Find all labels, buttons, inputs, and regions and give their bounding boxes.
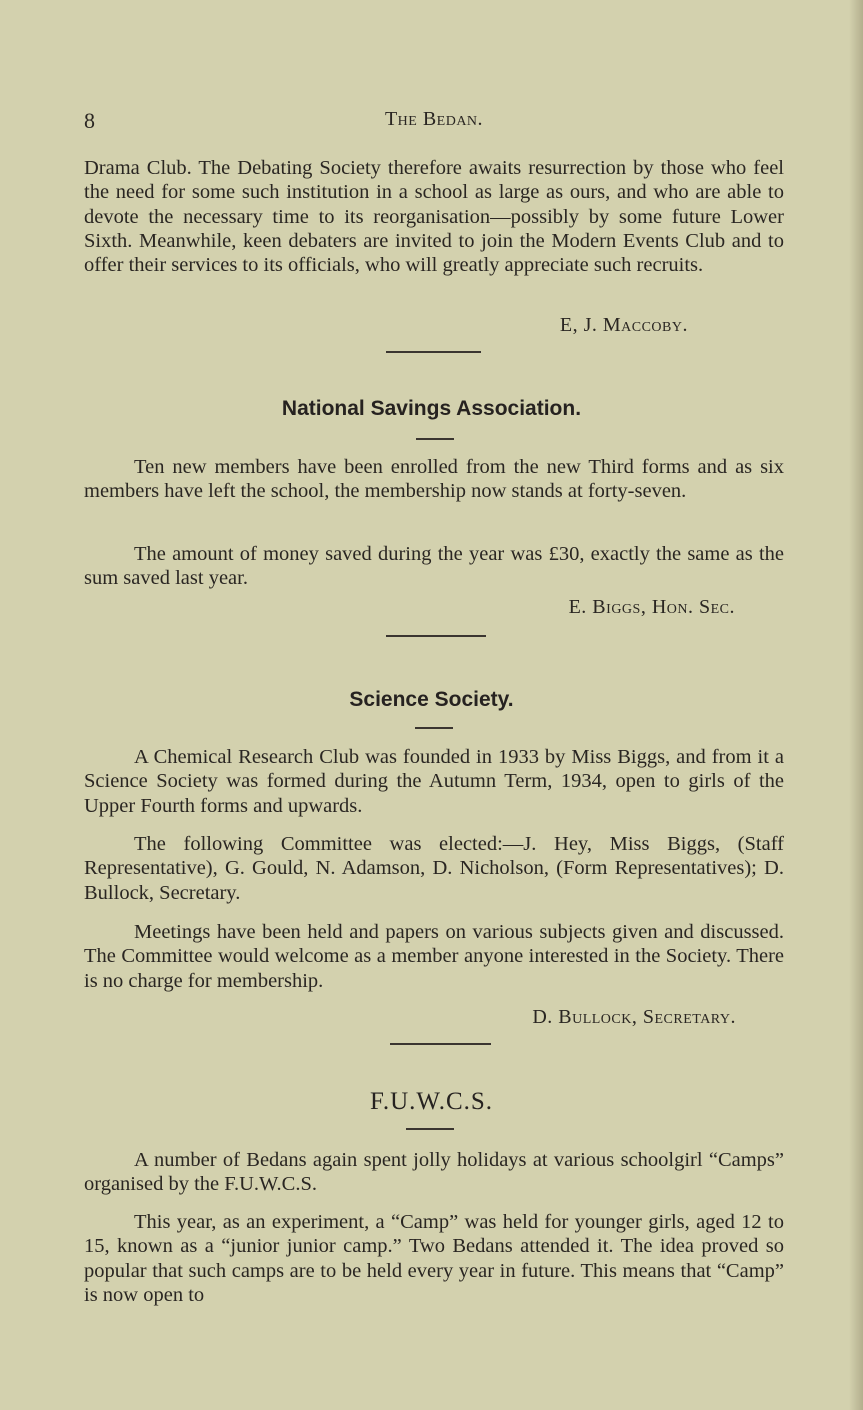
savings-paragraph: The amount of money saved during the year was £30, exactly the same as the sum saved last year.	[84, 543, 784, 590]
science-signature: D. Bullock, Secretary.	[532, 1006, 736, 1028]
heading-underline	[415, 727, 453, 729]
savings-heading: National Savings Association.	[281, 397, 582, 420]
fuwcs-section-2	[84, 1210, 784, 1307]
science-paragraph: A Chemical Research Club was founded in 1933 by Miss Biggs, and from it a Science Society was formed during the Autumn Term, 1934, open to girls of the Upper Fourth forms and upwards.	[84, 746, 784, 817]
debating-paragraph: Drama Club. The Debating Society therefore awaits resurrection by those who feel the need for some such institution in a school as large as ours, and who are able to devote the necessary time to its reorganisation—possibly by some future Lower Sixth. Meanwhile, keen debaters are invited to join the Modern Events Club and to offer their services to its officials, who will greatly appreciate such recruits.	[84, 157, 784, 277]
debating-signature: E, J. Maccoby.	[559, 314, 688, 336]
savings-section	[84, 455, 784, 504]
savings-signature-wrap	[84, 596, 735, 619]
running-title: The Bedan.	[384, 108, 484, 130]
page-header	[84, 108, 784, 138]
heading-underline	[406, 1128, 454, 1130]
debating-signature-wrap	[84, 314, 688, 337]
fuwcs-heading: F.U.W.C.S.	[369, 1088, 494, 1115]
section-divider	[386, 351, 481, 353]
fuwcs-section	[84, 1148, 784, 1197]
science-paragraph: Meetings have been held and papers on various subjects given and discussed. The Committee would welcome as a member anyone interested in the Society. There is no charge for membership.	[84, 921, 784, 992]
science-paragraph: The following Committee was elected:—J. Hey, Miss Biggs, (Staff Representative), G. Gould, N. Adamson, D. Nicholson, (Form Representatives); D. Bullock, Secretary.	[84, 833, 784, 904]
fuwcs-paragraph: A number of Bedans again spent jolly holidays at various schoolgirl “Camps” organised by the F.U.W.C.S.	[84, 1149, 784, 1196]
savings-paragraph: Ten new members have been enrolled from the new Third forms and as six members have left the school, the membership now stands at forty-seven.	[84, 456, 784, 503]
fuwcs-paragraph: This year, as an experiment, a “Camp” was held for younger girls, aged 12 to 15, known as a “junior junior camp.” Two Bedans attended it. The idea proved so popular that such camps are to be held every year in future. This means that “Camp” is now open to	[84, 1211, 784, 1306]
science-signature-wrap	[84, 1006, 736, 1029]
heading-underline	[416, 438, 454, 440]
savings-section-2	[84, 542, 784, 591]
page-edge-shadow	[849, 0, 863, 1410]
debating-section	[84, 156, 784, 277]
section-divider	[390, 1043, 491, 1045]
science-section	[84, 745, 784, 818]
page-number: 8	[84, 108, 95, 133]
science-heading: Science Society.	[349, 688, 514, 711]
science-section-3	[84, 920, 784, 993]
science-section-2	[84, 832, 784, 905]
section-divider	[386, 635, 486, 637]
savings-signature: E. Biggs, Hon. Sec.	[568, 596, 735, 618]
